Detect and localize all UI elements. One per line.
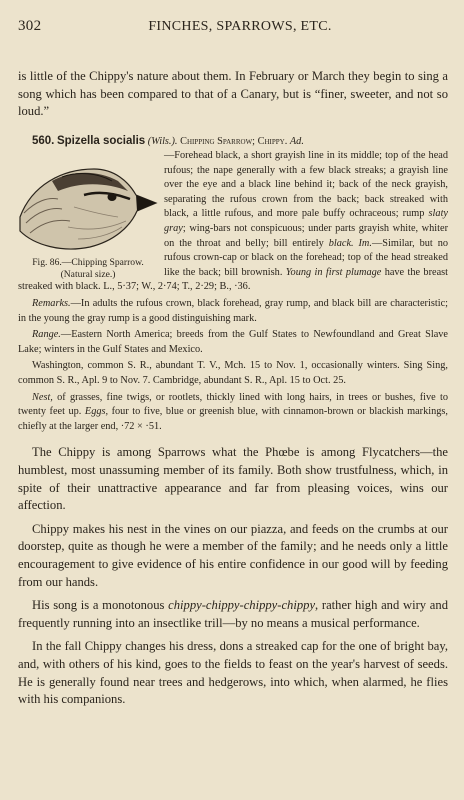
lead-paragraph: is little of the Chippy's nature about them. In February or March they begin to sing a song which has been compared to that of a Canary, but is “finer, sweeter, and not so loud.” <box>18 69 448 118</box>
body-paragraph-4: In the fall Chippy changes his dress, dons a streaked cap for the one of bright bay, and, with others of his kind, goes to the fields to feast on the year's harvest of seeds. He is generally found near trees and hedgerows, into which, when alarmed, he flies with his companions. <box>18 639 448 707</box>
sparrow-head-illustration <box>18 151 158 255</box>
species-title <box>18 134 448 150</box>
body-paragraph-2: Chippy makes his nest in the vines on our piazza, and feeds on the crumbs at our doorstep, quite as though he were a member of the family; and he needs only a little encouragement to give evidence of his entire confidence in our good will by feeding from our hands. <box>18 521 448 589</box>
species-description: —Forehead black, a short grayish line in its middle; top of the head rufous; the nape generally with a few black streaks; a grayish line over the eye and a black line behind it; back of the neck grayish, separating the rufous crown from the back; back streaked with black, a little rufous, and more pale buffy ochraceous; rump slaty gray; wing-bars not conspicuous; under parts grayish white, whiter on the throat and belly; bill entirely black. Im.—Similar, but no rufous crown-cap or black on the forehead; top of the head streaked like the back; bill brownish. Young in first plumage have the breast streaked with black. L., 5·37; W., 2·74; T., 2·29; B., ·36. <box>18 150 449 293</box>
authority: (Wils.). <box>147 135 178 147</box>
figure-chipping-sparrow <box>18 151 158 280</box>
figure-caption: Fig. 86.—Chipping Sparrow. (Natural size.) <box>32 257 144 280</box>
running-head: FINCHES, SPARROWS, ETC. <box>148 19 332 34</box>
range: Range.—Eastern North America; breeds from the Gulf States to Newfoundland and Great Slave Lake; winters in the Gulf States and Mexico. <box>18 329 448 355</box>
body-paragraph-1: The Chippy is among Sparrows what the Phœbe is among Flycatchers—the humblest, most unassuming member of its family. Both show trustfulness, which, in spite of their unattractive appearance and far from pleasing voices, wins our affection. <box>18 445 448 513</box>
remarks: Remarks.—In adults the rufous crown, black forehead, gray rump, and black bill are characteristic; in the young the gray rump is a good distinguishing mark. <box>18 298 448 324</box>
species-entry <box>18 134 448 296</box>
scientific-name: Spizella socialis <box>56 134 146 147</box>
page-header <box>18 18 448 40</box>
common-names: Chipping Sparrow; Chippy. <box>180 135 288 147</box>
body-paragraph-3: His song is a monotonous chippy-chippy-chippy-chippy, rather high and wiry and frequently running into an insectlike trill—by no means a musical performance. <box>18 598 448 630</box>
species-number: 560. <box>32 134 55 147</box>
localities: Washington, common S. R., abundant T. V., Mch. 15 to Nov. 1, occasionally winters. Sing Sing, common S. R., Apl. 9 to Nov. 7. Cambridge, abundant S. R., Apl. 15 to Oct. 25. <box>18 360 448 386</box>
page-number: 302 <box>18 18 42 34</box>
nest-and-eggs: Nest, of grasses, fine twigs, or rootlets, thickly lined with long hairs, in trees or bushes, five to twenty feet up. Eggs, four to five, blue or greenish blue, with cinnamon-brown or blackish markings, chiefly at the larger end, ·72 × ·51. <box>18 391 448 432</box>
adult-label: Ad. <box>289 135 304 147</box>
